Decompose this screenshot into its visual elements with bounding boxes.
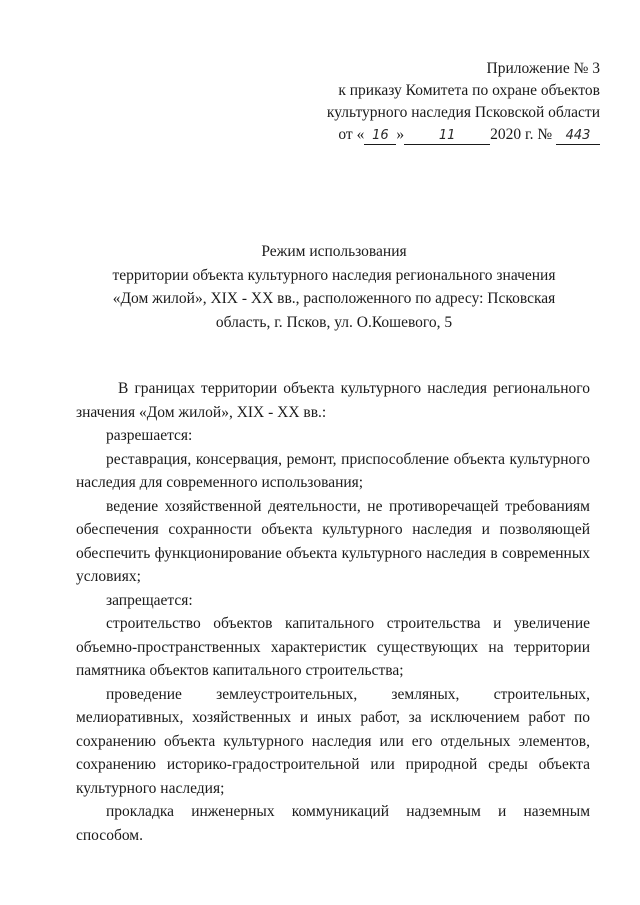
handwritten-day: 16 [364, 128, 396, 145]
title-line-3: «Дом жилой», XIX - XX вв., расположенного по адресу: Псковская [112, 290, 556, 307]
handwritten-order-number: 443 [556, 128, 600, 145]
forbidden-item: проведение землеустроительных, земляных, строительных, мелиоративных, хозяйственных и иных работ, за исключением работ по сохранению объекта культурного наследия или его отдельных элементов, сохранению историко-градостроительной или природной среды объекта культурного наследия; [76, 685, 590, 797]
appendix-order-line: к приказу Комитета по охране объектов [338, 82, 600, 99]
appendix-committee-line: культурного наследия Псковской области [326, 104, 600, 121]
intro-paragraph: В границах территории объекта культурного наследия регионального значения «Дом жилой», XIX - XX вв.: [76, 380, 590, 421]
forbidden-item: строительство объектов капитального строительства и увеличение объемно-пространственных характеристик существующих на территории памятника объектов капитального строительства; [76, 615, 590, 679]
handwritten-month: 11 [404, 128, 490, 145]
appendix-title: Приложение № 3 [486, 60, 600, 77]
forbidden-item: прокладка инженерных коммуникаций надземным и наземным способом. [76, 803, 590, 844]
allowed-label: разрешается: [106, 427, 193, 444]
date-prefix: от « [338, 126, 365, 143]
allowed-item: реставрация, консервация, ремонт, приспособление объекта культурного наследия для современного использования; [76, 450, 590, 491]
title-line-1: Режим использования [261, 243, 407, 260]
year-text: 2020 г. № [490, 126, 553, 143]
forbidden-label: запрещается: [106, 591, 193, 609]
appendix-date-line [300, 124, 600, 146]
allowed-item: ведение хозяйственной деятельности, не противоречащей требованиям обеспечения сохранности объекта культурного наследия и позволяющей обеспечить функционирование объекта культурного наследия в современных условиях; [76, 497, 590, 585]
document-body [76, 377, 590, 847]
title-line-2: территории объекта культурного наследия регионального значения [112, 266, 556, 284]
title-line-4: область, г. Псков, ул. О.Кошевого, 5 [215, 313, 453, 331]
appendix-header [300, 58, 600, 146]
document-title [80, 240, 588, 334]
date-mid: » [396, 126, 405, 143]
